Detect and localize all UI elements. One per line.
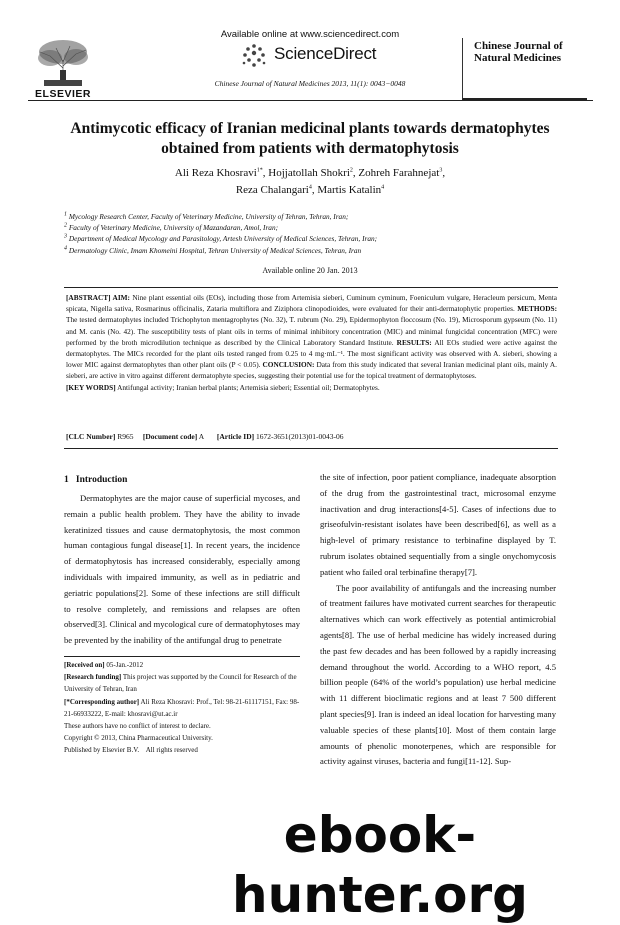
abstract-conclusion: Data from this study indicated that several Iranian medicinal plant oils, mainly A. sieberi, are active in vitro against different dermatophyte species, suggesting their potential use for the topical treatment of dermatophytoses. — [66, 360, 557, 381]
affiliation-item — [64, 211, 564, 222]
abstract — [66, 292, 557, 393]
author-name: Martis Katalin — [317, 184, 382, 196]
available-date: Available online 20 Jan. 2013 — [262, 266, 358, 275]
sciencedirect-wordmark: ScienceDirect — [274, 44, 377, 63]
affiliation-text: Mycology Research Center, Faculty of Veterinary Medicine, University of Tehran, Tehran, Iran; — [68, 212, 349, 221]
methods-label: METHODS: — [517, 304, 557, 314]
abstract-methods: The tested dermatophytes included Trichophyton mentagrophytes (No. 32), T. rubrum (No. 29), Epidermophyton floccosum (No. 19), Microsporum gypseum (No. 11) and M. canis (No. 42). The susceptibility tests of plant oils in terms of minimal inhibitory concentration (MIC) and minimal fungicidal concentration (MFC) were performed by the broth microdilution technique as described by the Clinical Laboratory Standard Institute. — [66, 315, 557, 347]
corresponding-text: Ali Reza Khosravi: Prof., Tel: 98-21-61117151, Fax: 98-21-66933222, E-mail: khosravi@ut.ac.ir — [64, 697, 300, 718]
abstract-bottom-rule — [64, 448, 558, 449]
abstract-keywords: Antifungal activity; Iranian herbal plants; Artemisia sieberi; Essential oil; Dermatophytes. — [115, 382, 380, 392]
conflict-statement: These authors have no conflict of interest to declare. — [64, 722, 211, 731]
abstract-label: [ABSTRACT] AIM: — [66, 293, 130, 302]
article-id-value: 1672-3651(2013)01-0043-06 — [254, 432, 344, 441]
paragraph: The poor availability of antifungals and the increasing number of treatment failures have motivated current searches for therapeutic alternatives which can work effectively as potential antimicrobial agents[8]. The use of herbal medicine has widely increased during the past few decades and has been followed by a rapidly increasing demand throughout the world. According to a WHO report, 4.5 billion people (64% of the world’s population) use herbal medicine with 11 different bioclimatic regions and at least 7 500 different plant species[9]. Iran is indeed an ideal location for harvesting many valuable species of these plants[10]. Most of them contain large amounts of phenolic monoterpenes, which are responsible for activity against viruses, bacteria and fungi[11-12]. Sup- — [320, 582, 556, 767]
author-name: Ali Reza Khosravi — [174, 167, 257, 179]
author-name: Hojjatollah Shokri — [268, 167, 350, 179]
copyright-line: Copyright © 2013, China Pharmaceutical University. — [64, 734, 213, 743]
journal-name: Chinese Journal of Natural Medicines — [474, 40, 563, 64]
watermark: ebook-hunter.org — [232, 806, 528, 924]
clc-value: R965 — [115, 432, 134, 441]
document-code-value: A — [197, 432, 204, 441]
paper-title: Antimycotic efficacy of Iranian medicinal plants towards dermatophytes obtained from patients with dermatophytosis — [70, 120, 550, 157]
clc-label: [CLC Number] — [66, 432, 116, 441]
results-label: RESULTS: — [396, 337, 432, 347]
publisher-name: ELSEVIER — [35, 88, 91, 100]
publisher-line: Published by Elsevier B.V. All rights reserved — [64, 746, 198, 755]
introduction-left-column: Dermatophytes are the major cause of superficial mycoses, and remain a public health problem. They have the ability to invade keratinized tissues and cause dermatophytosis, the most common human contagious fungal disease[1]. In recent years, the incidence of dermatophytosis has increased considerably, especially among individuals with impaired immunity, as well as in pediatric and geriatric populations[2]. Some of these infections are still difficult to resolve completely, and remissions and relapses are often observed[3]. Clinical and mycological cure of dermatophytoses may be prevented by the inability of the antifungal drug to penetrate — [64, 493, 300, 646]
footnote-rule — [64, 656, 300, 657]
keywords-label: [KEY WORDS] — [66, 382, 116, 392]
affiliation-text: Department of Medical Mycology and Parasitology, Artesh University of Medical Sciences, Tehran, Iran; — [68, 234, 378, 244]
author-list: Ali Reza Khosravi$^{1*}$, Hojjatollah Shokri$^2$, Zohreh Farahnejat$^3$, Reza Chalangari$^4$, Martis Katalin$^4$ — [174, 167, 446, 196]
abstract-top-rule — [64, 287, 558, 288]
author-name: Zohreh Farahnejat — [358, 167, 440, 179]
document-code-label: [Document code] — [142, 432, 198, 441]
affiliation-list — [64, 211, 564, 256]
abstract-aim: Nine plant essential oils (EOs), including those from Artemisia sieberi, Cuminum cyminum, Foeniculum vulgare, Heracleum persicum, Menta spicata, Nigella sativa, Rosmarinus officinalis, Zataria multiflora and Ziziphora clinopodioides, were evaluated for their anti-dermatophytic properties. — [66, 293, 557, 314]
classification-line — [66, 432, 557, 441]
affiliation-number: 1 — [64, 211, 67, 218]
author-affiliation-mark: 1* — [256, 167, 263, 174]
article-id-label: [Article ID] — [216, 432, 255, 441]
paragraph: the site of infection, poor patient compliance, inadequate absorption of the drug from the gastrointestinal tract, microsomal enzyme inactivation and drug interactions[4-5]. Cases of infections due to griseofulvin-resistant isolates have been described[6], as well as a high-level of primary resistance to terbinafine displayed by T. rubrum isolates obtained sequentially from a single onychomycosis patient who failed oral terbinafine therapy[7]. — [320, 472, 556, 577]
introduction-right-column — [320, 470, 556, 770]
conclusion-label: CONCLUSION: — [262, 360, 315, 370]
affiliation-item — [64, 233, 564, 244]
affiliation-item — [64, 245, 564, 256]
funding-label: [Research funding] — [64, 673, 122, 682]
abstract-results: All EOs studied were active against the dermatophytes. The MICs recorded for the plant oils tested ranged from 0.25 to 4 mg·mL⁻¹. The most significant activity was observed with A. sieberi, showing a lower MIC against dermatophytes than other plant oils (P < 0.05). — [66, 337, 558, 370]
affiliation-text: Faculty of Veterinary Medicine, University of Mazandaran, Amol, Iran; — [68, 223, 279, 233]
author-affiliation-mark: 3 — [439, 167, 443, 174]
author-affiliation-mark: 4 — [308, 184, 312, 191]
affiliation-number: 3 — [64, 233, 67, 240]
corresponding-label: [*Corresponding author] — [64, 697, 140, 706]
affiliation-text: Dermatology Clinic, Imam Khomeini Hospital, Tehran University of Medical Sciences, Tehran, Iran — [68, 245, 362, 255]
affiliation-number: 2 — [64, 222, 67, 229]
funding-text: This project was supported by the Council for Research of the University of Tehran, Iran — [64, 673, 297, 694]
author-name: Reza Chalangari — [235, 184, 309, 196]
received-date: 05-Jan.-2012 — [104, 661, 144, 669]
received-label: [Received on] — [64, 661, 105, 669]
affiliation-item — [64, 222, 564, 233]
sciencedirect-dots-icon — [240, 42, 268, 70]
header-divider — [28, 100, 593, 101]
author-affiliation-mark: 4 — [381, 184, 385, 191]
section-heading: 1 Introduction — [64, 475, 128, 485]
affiliation-number: 4 — [64, 245, 67, 252]
journal-citation: Chinese Journal of Natural Medicines 2013, 11(1): 0043−0048 — [214, 79, 406, 88]
available-online-link[interactable]: Available online at www.sciencedirect.com — [220, 29, 400, 40]
author-affiliation-mark: 2 — [349, 167, 353, 174]
footnotes — [64, 659, 300, 757]
